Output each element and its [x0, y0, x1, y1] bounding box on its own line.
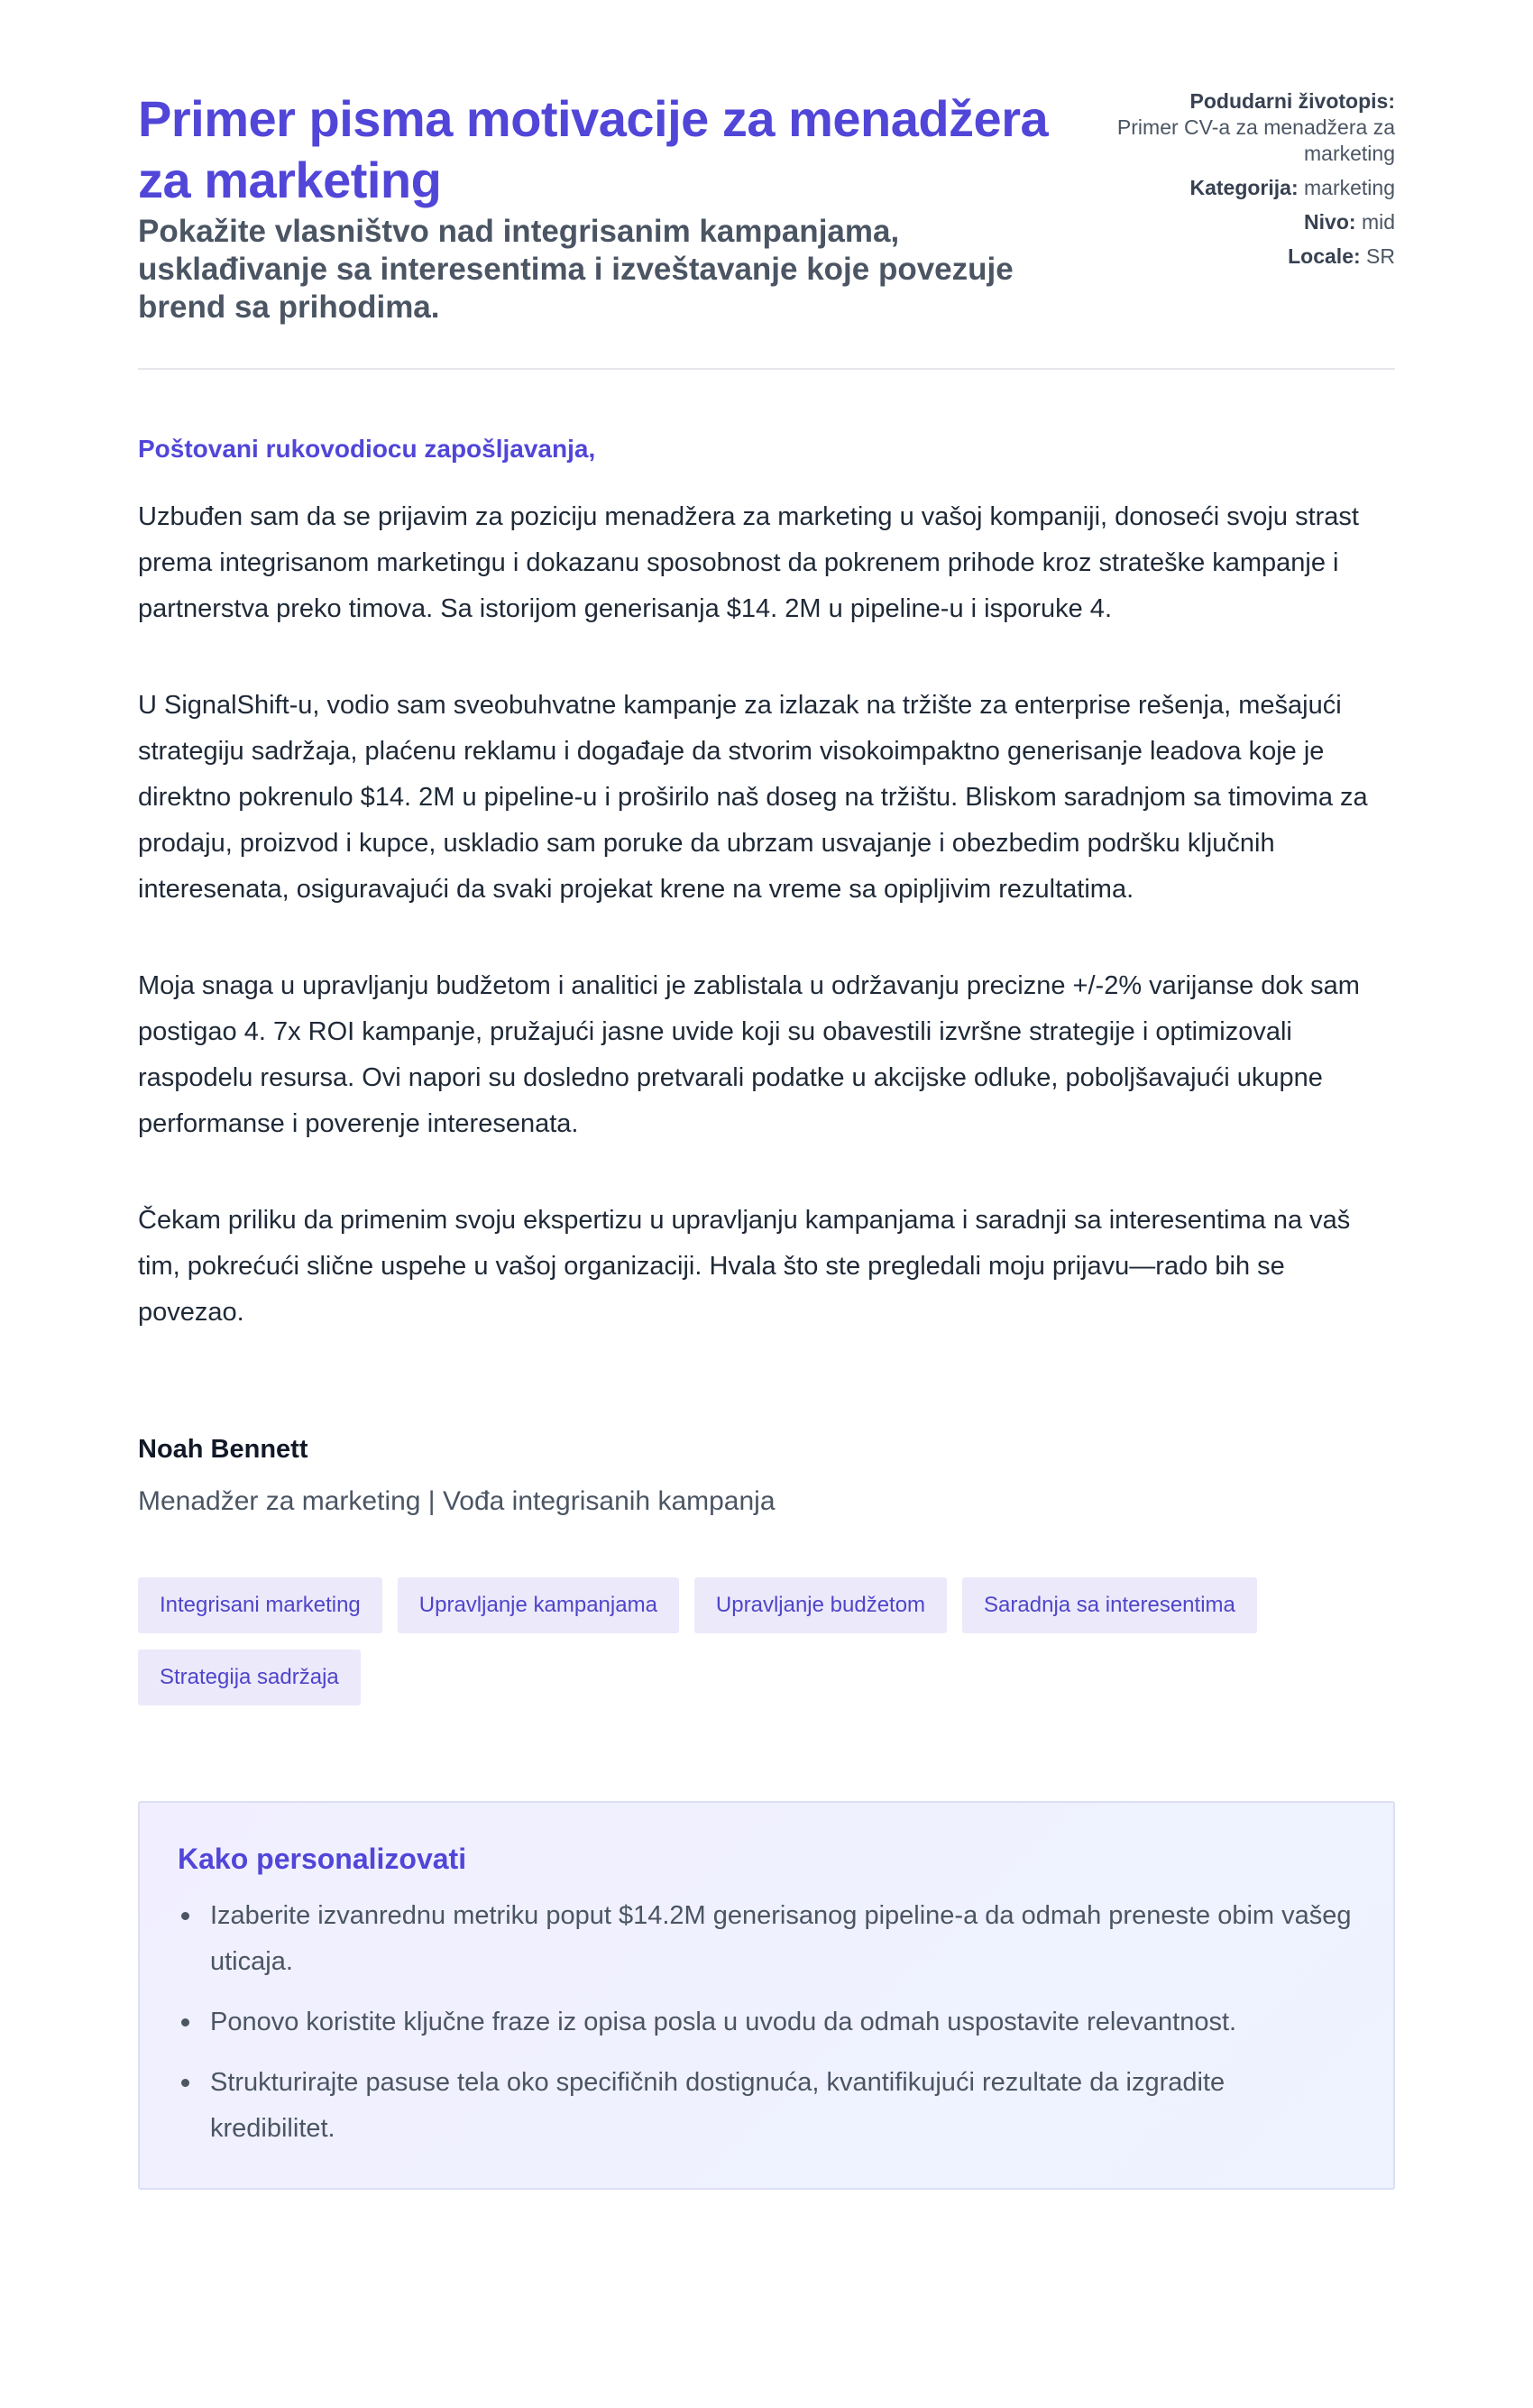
- page-subtitle: Pokažite vlasništvo nad integrisanim kampanjama, usklađivanje sa interesentima i izveštavanje koje povezuje brend sa prihodima.: [138, 214, 1014, 325]
- letter-paragraph: U SignalShift-u, vodio sam sveobuhvatne kampanje za izlazak na tržište za enterprise rešenja, mešajući strategiju sadržaja, plaćenu reklamu i događaje da stvorim visokoimpaktno generisanje leadova koje je direktno pokrenulo $14. 2M u pipeline-u i proširilo naš doseg na tržištu. Bliskom saradnjom sa timovima za prodaju, proizvod i kupce, uskladio sam poruke da ubrzam usvajanje i obezbedim podršku ključnih interesenata, osiguravajući da svaki projekat krene na vreme sa opipljivim rezultatima.: [138, 691, 1368, 904]
- meta-resume: [1074, 88, 1395, 167]
- meta-category: [1074, 174, 1395, 201]
- skill-tag[interactable]: Strategija sadržaja: [138, 1650, 361, 1705]
- meta-level-value: mid: [1361, 210, 1395, 234]
- skill-tag[interactable]: Upravljanje kampanjama: [398, 1577, 679, 1633]
- meta-level-label: Nivo:: [1304, 210, 1356, 234]
- meta-locale-value: SR: [1366, 244, 1395, 268]
- letter-body: [138, 433, 1395, 1336]
- skill-tags: [138, 1577, 1418, 1705]
- personalization-tips: [138, 1801, 1395, 2190]
- signer-role: Menadžer za marketing | Vođa integrisanih kampanja: [138, 1486, 776, 1516]
- meta-locale-label: Locale:: [1288, 244, 1361, 268]
- tip-text: Izaberite izvanrednu metriku poput $14.2M generisanog pipeline-a da odmah preneste obim vašeg uticaja.: [210, 1901, 1352, 1976]
- header: [138, 88, 1395, 326]
- signer-name: Noah Bennett: [138, 1435, 308, 1464]
- letter-paragraph: Čekam priliku da primenim svoju ekspertizu u upravljanju kampanjama i saradnji sa interesentima na vaš tim, pokrećući slične uspehe u vašoj organizaciji. Hvala što ste pregledali moju prijavu—rado bih se povezao.: [138, 1206, 1351, 1327]
- signature-block: [138, 1433, 1395, 1520]
- bullet-icon: [181, 2018, 189, 2027]
- meta-level: [1074, 208, 1395, 235]
- letter-paragraph: Uzbuđen sam da se prijavim za poziciju menadžera za marketing u vašoj kompaniji, donoseći svoju strast prema integrisanom marketingu i dokazanu sposobnost da pokrenem prihode kroz strateške kampanje i partnerstva preko timova. Sa istorijom generisanja $14. 2M u pipeline-u i isporuke 4.: [138, 502, 1359, 623]
- tip-item: [178, 2060, 1355, 2152]
- meta-category-value: marketing: [1304, 176, 1395, 199]
- bullet-icon: [181, 1912, 189, 1920]
- tips-list: [178, 1893, 1355, 2152]
- tip-item: [178, 1999, 1355, 2045]
- meta-resume-label: Podudarni životopis:: [1189, 89, 1395, 113]
- meta-resume-link[interactable]: Primer CV-a za menadžera za marketing: [1116, 115, 1395, 165]
- bullet-icon: [181, 2079, 189, 2087]
- salutation: Poštovani rukovodiocu zapošljavanja,: [138, 435, 596, 463]
- page-title: Primer pisma motivacije za menadžera za marketing: [138, 90, 1049, 208]
- skill-tag[interactable]: Saradnja sa interesentima: [962, 1577, 1257, 1633]
- tips-title: Kako personalizovati: [178, 1843, 467, 1875]
- letter-paragraph: Moja snaga u upravljanju budžetom i analitici je zablistala u održavanju precizne +/-2% varijanse dok sam postigao 4. 7x ROI kampanje, pružajući jasne uvide koji su obavestili izvršne strategije i optimizovali raspodelu resursa. Ovi napori su dosledno pretvarali podatke u akcijske odluke, poboljšavajući ukupne performanse i poverenje interesenata.: [138, 971, 1360, 1138]
- meta-locale: [1074, 243, 1395, 270]
- skill-tag[interactable]: Integrisani marketing: [138, 1577, 382, 1633]
- header-titles: [138, 88, 1074, 326]
- header-divider: [138, 368, 1395, 370]
- skill-tag[interactable]: Upravljanje budžetom: [694, 1577, 947, 1633]
- tip-text: Ponovo koristite ključne fraze iz opisa posla u uvodu da odmah uspostavite relevantnost.: [210, 2008, 1237, 2036]
- tip-item: [178, 1893, 1355, 1985]
- meta-category-label: Kategorija:: [1189, 176, 1299, 199]
- meta-panel: [1074, 88, 1395, 277]
- tip-text: Strukturirajte pasuse tela oko specifičnih dostignuća, kvantifikujući rezultate da izgradite kredibilitet.: [210, 2068, 1225, 2143]
